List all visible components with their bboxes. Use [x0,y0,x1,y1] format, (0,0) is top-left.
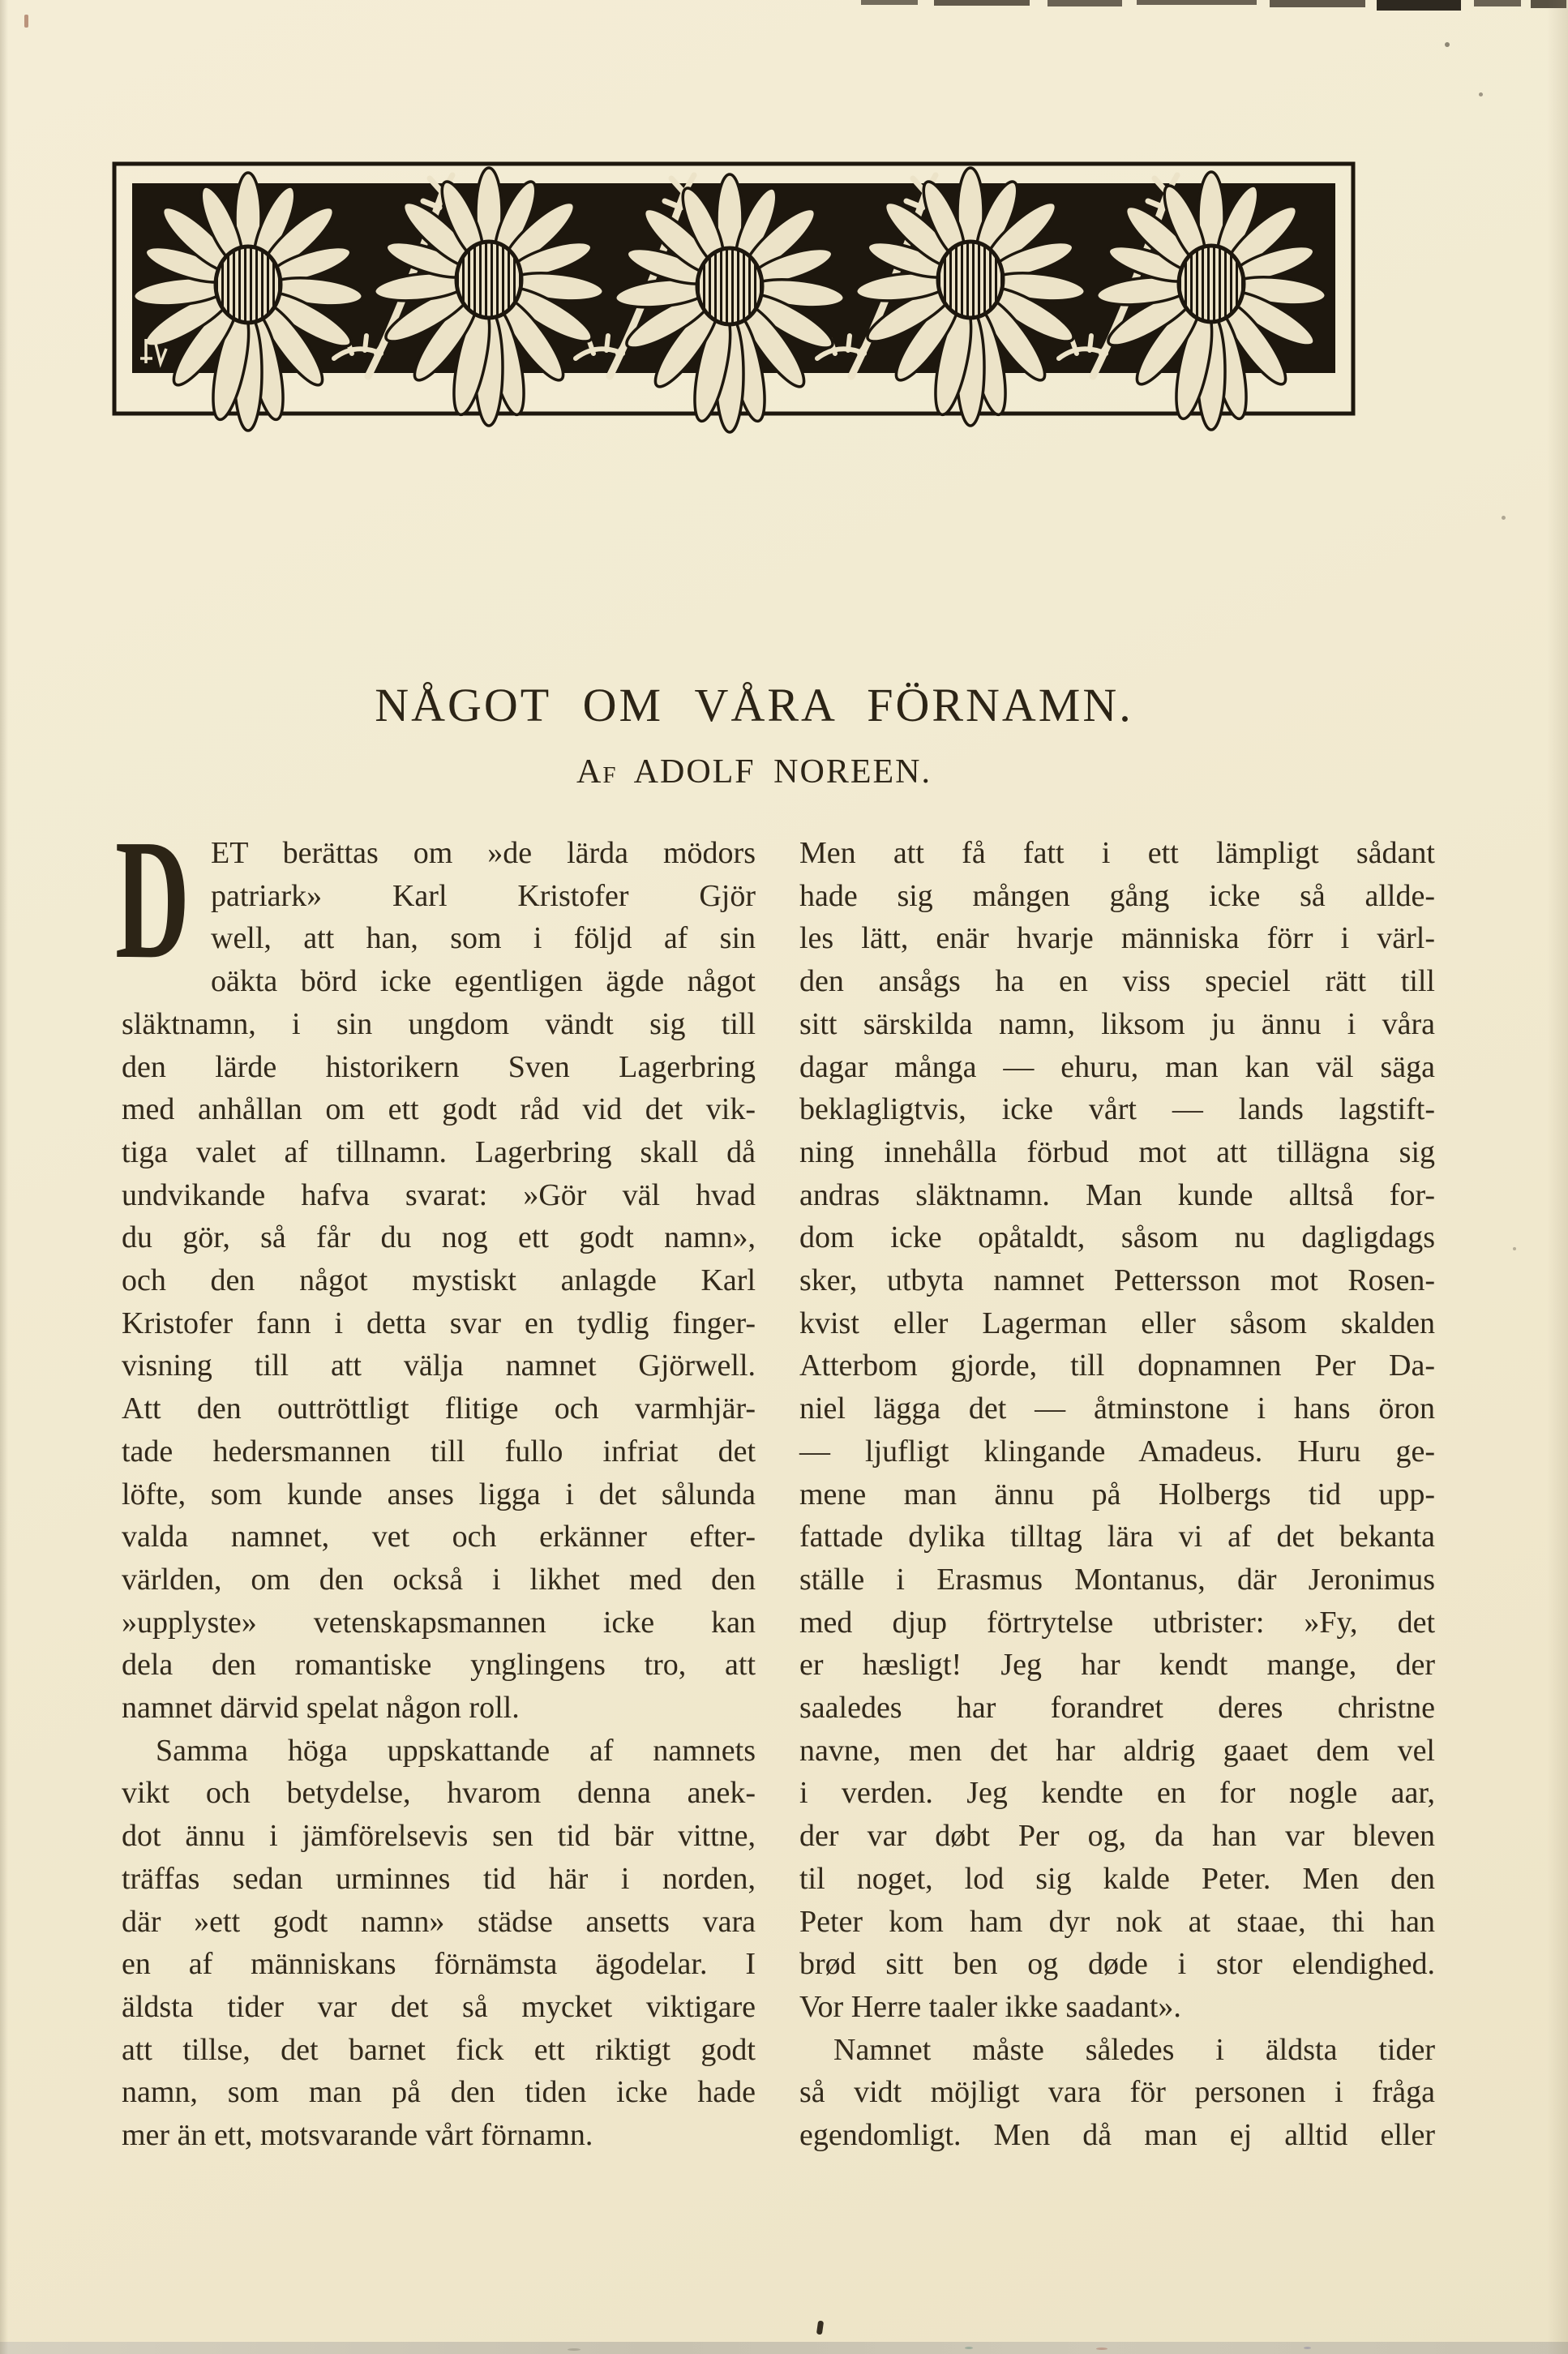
text-line: dagar många — ehuru, man kan väl säga [799,1049,1435,1084]
scan-artifact [1513,1247,1516,1250]
text-line: med djup förtrytelse utbrister: »Fy, det [799,1605,1435,1640]
text-line: namnet därvid spelat någon roll. [122,1691,520,1726]
text-line: til noget, lod sig kalde Peter. Men den [799,1861,1435,1896]
page-bottom-edge [0,2342,1568,2354]
text-line: den ansågs ha en viss speciel rätt till [799,964,1435,999]
text-line: valda namnet, vet och erkänner efter- [122,1520,756,1554]
byline-name: ADOLF NOREEN. [633,753,932,791]
text-line: patriark» Karl Kristofer Gjör [211,878,756,913]
daisy-banner-illustration [110,159,1359,436]
byline [105,753,1403,791]
text-line: ställe i Erasmus Montanus, där Jeronimus [799,1562,1435,1597]
page-title: NÅGOT OM VÅRA FÖRNAMN. [375,679,1133,731]
text-line: världen, om den också i likhet med den [122,1562,756,1597]
text-line: visning till att välja namnet Gjörwell. [122,1349,756,1383]
text-line: namn, som man på den tiden icke hade [122,2075,756,2110]
scan-artifact [934,0,1030,6]
text-line: les lätt, enär hvarje människa förr i värl- [799,921,1435,956]
daisy-flower [373,168,605,426]
text-line: Peter kom ham dyr nok at staae, thi han [799,1904,1435,1939]
scan-artifact [24,15,28,28]
text-line: Men att få fatt i ett lämpligt sådant [799,836,1435,870]
text-line: dot ännu i jämförelsevis sen tid bär vittne, [122,1819,756,1854]
daisy-flower [1095,172,1327,430]
daisy-flower [614,174,846,432]
text-line: i verden. Jeg kendte en for nogle aar, [799,1776,1435,1811]
text-line: med anhållan om ett godt råd vid det vik- [122,1092,756,1127]
text-line: fattade dylika tilltag lära vi af det bekanta [799,1520,1435,1554]
text-line: sitt särskilda namn, liksom ju ännu i våra [799,1006,1435,1041]
text-line: kvist eller Lagerman eller såsom skalden [799,1306,1435,1340]
text-line: sker, utbyta namnet Pettersson mot Rosen- [799,1263,1435,1298]
text-line: saaledes har forandret deres christne [799,1691,1435,1726]
scan-artifact [1479,92,1483,96]
text-line: Vor Herre taaler ikke saadant». [799,1989,1181,2024]
text-line: ET berättas om »de lärda mödors [211,836,756,870]
text-line: och den något mystiskt anlagde Karl [122,1263,756,1298]
text-line: der var døbt Per og, da han var bleven [799,1819,1435,1854]
byline-prefix: Af [576,753,618,791]
drop-cap: D [115,804,190,994]
text-line: mer än ett, motsvarande vårt förnamn. [122,2118,593,2153]
text-line: andras släktnamn. Man kunde alltså for- [799,1177,1435,1212]
text-line: tiga valet af tillnamn. Lagerbring skall då [122,1134,756,1169]
scan-artifact [1377,0,1461,11]
text-line: well, att han, som i följd af sin [211,921,756,956]
text-line: dom icke opåtaldt, såsom nu dagligdags [799,1220,1435,1255]
daisy-flower [132,173,364,431]
text-line: er hæsligt! Jeg har kendt mange, der [799,1648,1435,1683]
text-line: den lärde historikern Sven Lagerbring [122,1049,756,1084]
text-line: oäkta börd icke egentligen ägde något [211,964,756,999]
page-left-edge [0,0,8,2354]
text-line: du gör, så får du nog ett godt namn», [122,1220,756,1255]
text-line: niel lägga det — åtminstone i hans öron [799,1391,1435,1426]
scan-artifact [861,0,918,5]
scan-artifact [816,2321,824,2335]
text-line: dela den romantiske ynglingens tro, att [122,1648,756,1683]
text-line: träffas sedan urminnes tid här i norden, [122,1861,756,1896]
text-line: beklagligtvis, icke vårt — lands lagstift- [799,1092,1435,1127]
text-line: så vidt möjligt vara för personen i fråga [799,2075,1435,2110]
text-line: navne, men det har aldrig gaaet dem vel [799,1733,1435,1768]
text-line: släktnamn, i sin ungdom vändt sig till [122,1006,756,1041]
scan-artifact [1474,0,1521,6]
text-line: tade hedersmannen till fullo infriat det [122,1434,756,1469]
text-line: — ljufligt klingande Amadeus. Huru ge- [799,1434,1435,1469]
left-column [115,804,756,2157]
page-right-edge [1547,0,1568,2354]
text-line: mene man ännu på Holbergs tid upp- [799,1477,1435,1511]
text-line: egendomligt. Men då man ej alltid eller [799,2118,1435,2153]
text-line: äldsta tider var det så mycket viktigare [122,1989,756,2024]
text-line: hade sig mången gång icke så allde- [799,878,1435,913]
text-line: Samma höga uppskattande af namnets [156,1733,756,1768]
scan-artifact [1047,0,1122,6]
text-line: Att den outtröttligt flitige och varmhjär- [122,1391,756,1426]
scan-artifact [1270,0,1365,7]
text-line: »upplyste» vetenskapsmannen icke kan [122,1605,756,1640]
text-line: Atterbom gjorde, till dopnamnen Per Da- [799,1349,1435,1383]
text-line: att tillse, det barnet fick ett riktigt godt [122,2032,756,2067]
text-line: vikt och betydelse, hvarom denna anek- [122,1776,756,1811]
scan-artifact [1137,0,1257,5]
text-line: undvikande hafva svarat: »Gör väl hvad [122,1177,756,1212]
scan-artifact [1502,516,1506,520]
right-column [799,832,1435,2157]
text-line: en af människans förnämsta ägodelar. I [122,1947,756,1982]
text-line: brød sitt ben og døde i stor elendighed. [799,1947,1435,1982]
text-line: Namnet måste således i äldsta tider [833,2032,1435,2067]
scan-artifact [1445,42,1450,47]
text-line: Kristofer fann i detta svar en tydlig finger- [122,1306,756,1340]
text-line: löfte, som kunde anses ligga i det sålunda [122,1477,756,1511]
text-line: ning innehålla förbud mot att tillägna sig [799,1134,1435,1169]
daisy-flower [855,168,1086,426]
text-line: där »ett godt namn» städse ansetts vara [122,1904,756,1939]
